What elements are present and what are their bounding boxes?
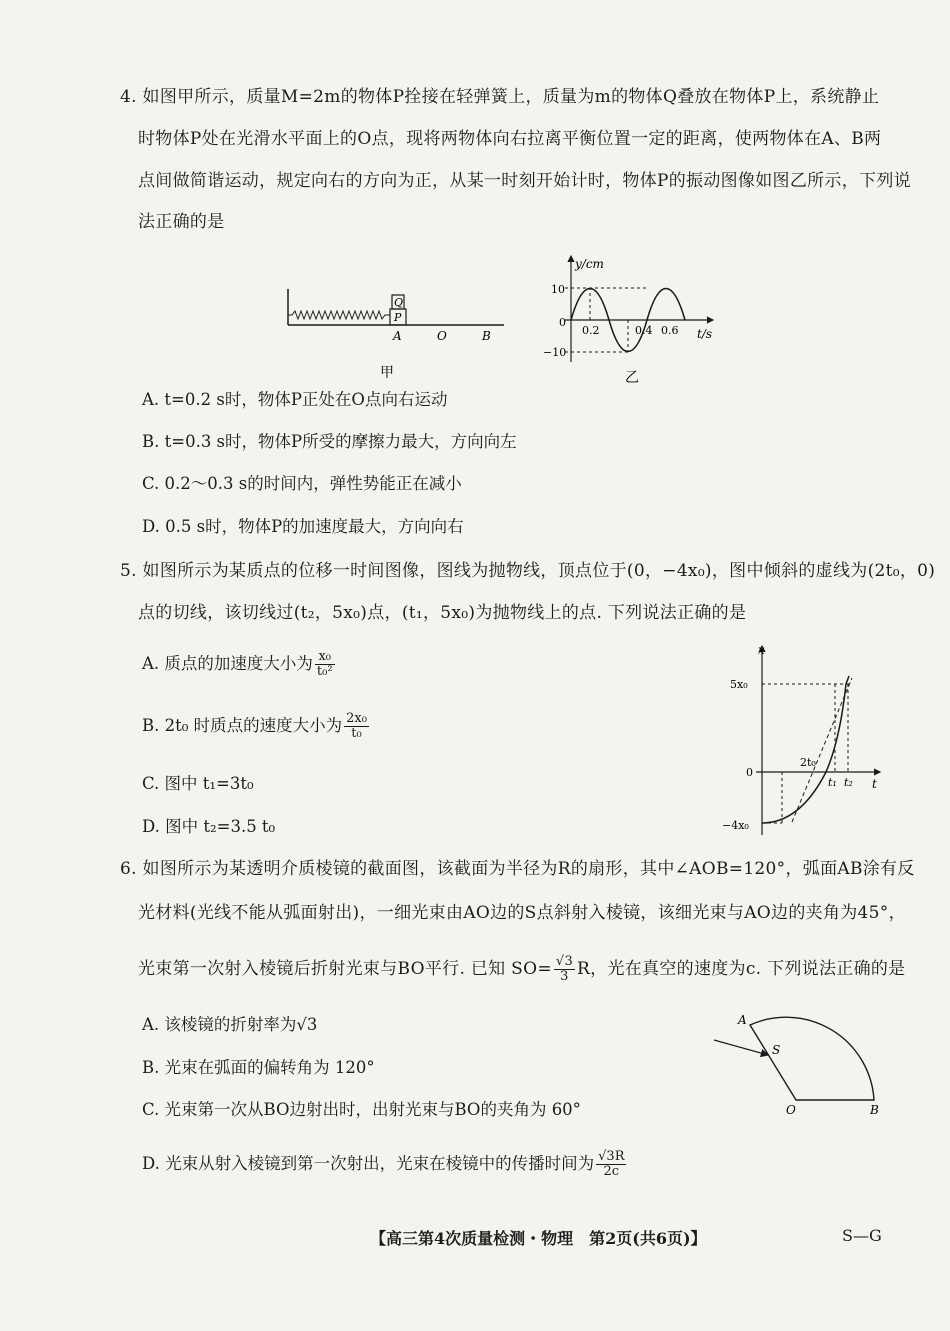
q5-option-c: C. 图中 t₁=3t₀ [142,774,254,793]
q6-option-b: B. 光束在弧面的偏转角为 120° [142,1058,375,1077]
label-m4x0: −4x₀ [722,819,749,832]
q6-option-d-text: D. 光束从射入棱镜到第一次射出，光束在棱镜中的传播时间为 [142,1154,595,1173]
q5-option-b-fraction [344,712,369,741]
q5-line-2: 点的切线，该切线过(t₂，5x₀)点，(t₁，5x₀)为抛物线上的点. 下列说法正确的是 [138,603,747,623]
tick-02: 0.2 [582,324,600,337]
q5-b-denominator: t₀ [351,726,362,741]
q6-line-2: 光材料(光线不能从弧面射出)，一细光束由AO边的S点斜射入棱镜，该细光束与AO边的夹角为45°， [138,903,906,923]
figure-sector [706,1000,896,1120]
q5-option-b [142,712,371,741]
q5-a-denominator: t₀² [316,664,333,679]
figure-jia [282,285,512,381]
q5-option-d: D. 图中 t₂=3.5 t₀ [142,817,276,836]
spring [288,311,390,319]
tick-10: 10 [551,283,565,296]
q5-b-numerator: 2x₀ [346,711,367,726]
q6-option-a: A. 该棱镜的折射率为√3 [142,1015,318,1034]
q6-option-d [142,1150,628,1179]
label-b: B [870,1103,879,1117]
label-s: S [772,1043,781,1057]
q6-so-fraction [554,955,575,984]
q4-line-4: 法正确的是 [138,212,225,232]
label-origin: 0 [746,766,753,779]
label-2t0: 2t₀ [800,756,816,769]
q5-option-a-text: A. 质点的加速度大小为 [142,654,313,673]
label-p: P [394,311,402,324]
q6-so-denominator: 3 [560,969,569,984]
tick-m10: −10 [543,346,567,359]
label-b: B [482,329,491,343]
xlabel: t/s [697,327,713,341]
q6-line-3 [138,955,905,984]
q6-line-3-suffix: R，光在真空的速度为c. 下列说法正确的是 [577,959,906,979]
q6-d-numerator: √3R [598,1149,625,1164]
q5-a-numerator: x₀ [315,650,335,665]
q4-line-2: 时物体P处在光滑水平面上的O点，现将两物体向右拉离平衡位置一定的距离，使两物体在A、B两 [138,129,882,149]
q6-so-numerator: √3 [555,954,574,969]
label-a: A [738,1013,747,1027]
caption-yi: 乙 [625,370,639,386]
tick-04: 0.4 [635,324,653,337]
label-t2: t₂ [844,776,853,789]
q4-line-1: 4. 如图甲所示，质量M=2m的物体P拴接在轻弹簧上，质量为m的物体Q叠放在物体P上，系统静止 [120,87,880,107]
q6-d-denominator: 2c [603,1164,620,1179]
label-t1: t₁ [828,776,837,789]
q6-line-3-prefix: 光束第一次射入棱镜后折射光束与BO平行. 已知 SO= [138,959,552,979]
q4-line-3: 点间做简谐运动，规定向右的方向为正，从某一时刻开始计时，物体P的振动图像如图乙所示，下列说 [138,171,911,191]
tangent-line [792,678,852,822]
tick-06: 0.6 [661,324,679,337]
label-o: O [437,329,447,343]
q6-line-1: 6. 如图所示为某透明介质棱镜的截面图，该截面为半径为R的扇形，其中∠AOB=120°，弧面AB涂有反 [120,859,915,879]
q6-option-c: C. 光束第一次从BO边射出时，出射光束与BO的夹角为 60° [142,1100,581,1119]
caption-jia: 甲 [380,365,394,381]
parabola [762,676,849,823]
q6-option-d-fraction [596,1150,626,1179]
label-q: Q [394,296,404,309]
q5-line-1: 5. 如图所示为某质点的位移一时间图像，图线为抛物线，顶点位于(0，−4x₀)，图中倾斜的虚线为(2t₀，0) [120,561,936,581]
q4-option-b: B. t=0.3 s时，物体P所受的摩擦力最大，方向向左 [142,432,517,451]
figure-yi [525,250,725,390]
label-t: t [872,777,877,791]
q4-option-c: C. 0.2～0.3 s的时间内，弹性势能正在减小 [142,474,462,493]
q4-option-a: A. t=0.2 s时，物体P正处在O点向右运动 [142,390,448,409]
page-footer: 【高三第4次质量检测・物理 第2页(共6页)】 [370,1229,707,1248]
sector-outline [750,1017,874,1100]
label-a: A [393,329,402,343]
paper-code: S—G [842,1226,882,1245]
q5-option-b-text: B. 2t₀ 时质点的速度大小为 [142,716,343,735]
q5-option-a-fraction [315,650,335,679]
q4-option-d: D. 0.5 s时，物体P的加速度最大，方向向右 [142,517,464,536]
tick-0: 0 [559,316,566,329]
label-x: x [758,643,765,657]
ylabel: y/cm [575,257,604,271]
label-o: O [786,1103,796,1117]
q5-option-a [142,650,337,679]
label-5x0: 5x₀ [730,678,748,691]
figure-xt-graph [718,640,888,840]
